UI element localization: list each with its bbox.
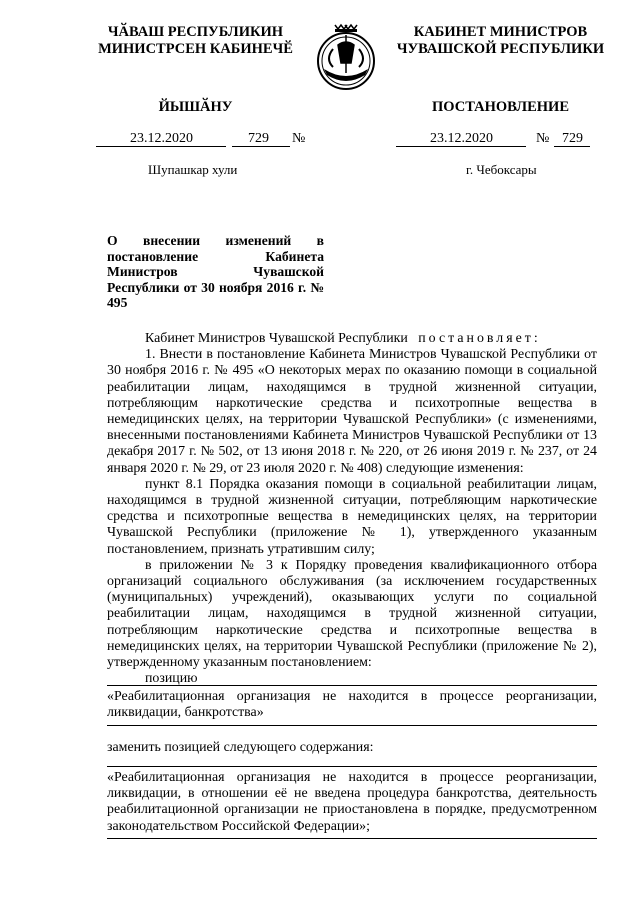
paragraph-1: 1. Внести в постановление Кабинета Министров Чувашской Республики от 30 ноября 2016 г. № 495 «О некоторых мерах по оказанию помощи в социальной реабилитации лицам, находящимся в трудной жизненной ситуации, потребляющим наркотические средства и психотропные вещества в немедицинских целях, на территории Чувашской Республики» (с изменениями, внесенными постановлениями Кабинета Министров Чувашской Республики от 13 декабря 2017 г. № 502, от 13 июня 2018 г. № 220, от 26 июня 2019 г. № 237, от 24 января 2020 г. № 29, от 23 июля 2020 г. № 408) следующие изменения: [107, 347, 597, 476]
new-position-bottom-rule [107, 838, 597, 839]
paragraph-2: пункт 8.1 Порядка оказания помощи в социальной реабилитации лицам, находящимся в трудной жизненной ситуации, потребляющим наркотические средства и психотропные вещества в немедицинских целях, на территории Чувашской Республики (приложение № 1), утвержденного указанным постановлением, признать утратившим силу; [107, 476, 597, 557]
left-number-line [96, 131, 311, 149]
old-position-top-rule [107, 685, 597, 686]
right-number-line [396, 131, 611, 149]
chuvashia-emblem-icon [311, 17, 381, 97]
new-position-top-rule [107, 766, 597, 767]
replace-instruction: заменить позицией следующего содержания: [107, 740, 374, 755]
paragraph-4: позицию [145, 671, 198, 687]
lead-paragraph [107, 331, 597, 347]
left-number: 729 [248, 131, 269, 146]
document-title: О внесении изменений в постановление Кабинета Министров Чувашской Республики от 30 ноября 2016 г. № 495 [107, 233, 324, 311]
old-position-bottom-rule [107, 725, 597, 726]
paragraph-3: в приложении № 3 к Порядку проведения квалификационного отбора организаций социального обслуживания (за исключением государственных (муниципальных) учреждений), оказывающих услуги по социальной реабилитации лицам, находящимся в трудной жизненной ситуации, потребляющим наркотические средства и психотропные вещества в немедицинских целях, на территории Чувашской Республики (приложение № 2), утвержденному указанным постановлением: [107, 557, 597, 671]
new-position-text: «Реабилитационная организация не находится в процессе реорганизации, ликвидации, в отношении её не введена процедура банкротства, деятельность реабилитационной организации не приостановлена в порядке, предусмотренном законодательством Российской Федерации»; [107, 770, 597, 834]
right-org-line2: ЧУВАШСКОЙ РЕСПУБЛИКИ [396, 41, 605, 57]
right-number: 729 [562, 131, 583, 146]
place-right: г. Чебоксары [466, 162, 537, 177]
left-org-line2: МИНИСТРСЕН КАБИНЕЧӖ [98, 41, 293, 57]
lead-verb: постановляет: [418, 331, 541, 346]
right-doc-type: ПОСТАНОВЛЕНИЕ [431, 99, 569, 115]
lead-org: Кабинет Министров Чувашской Республики [145, 331, 408, 346]
left-org-line1: ЧӐВАШ РЕСПУБЛИКИН [107, 24, 284, 40]
header-right-org [383, 24, 618, 58]
place-left: Шупашкар хули [148, 162, 238, 177]
left-no-sign: № [292, 131, 306, 146]
left-date: 23.12.2020 [130, 131, 193, 146]
left-doc-type: ЙЫШӐНУ [158, 99, 233, 115]
right-date: 23.12.2020 [430, 131, 493, 146]
header-left-org [88, 24, 303, 58]
right-no-sign: № [536, 131, 550, 146]
right-org-line1: КАБИНЕТ МИНИСТРОВ [413, 24, 588, 40]
document-body [107, 331, 597, 687]
old-position-text: «Реабилитационная организация не находится в процессе реорганизации, ликвидации, банкротства» [107, 689, 597, 721]
